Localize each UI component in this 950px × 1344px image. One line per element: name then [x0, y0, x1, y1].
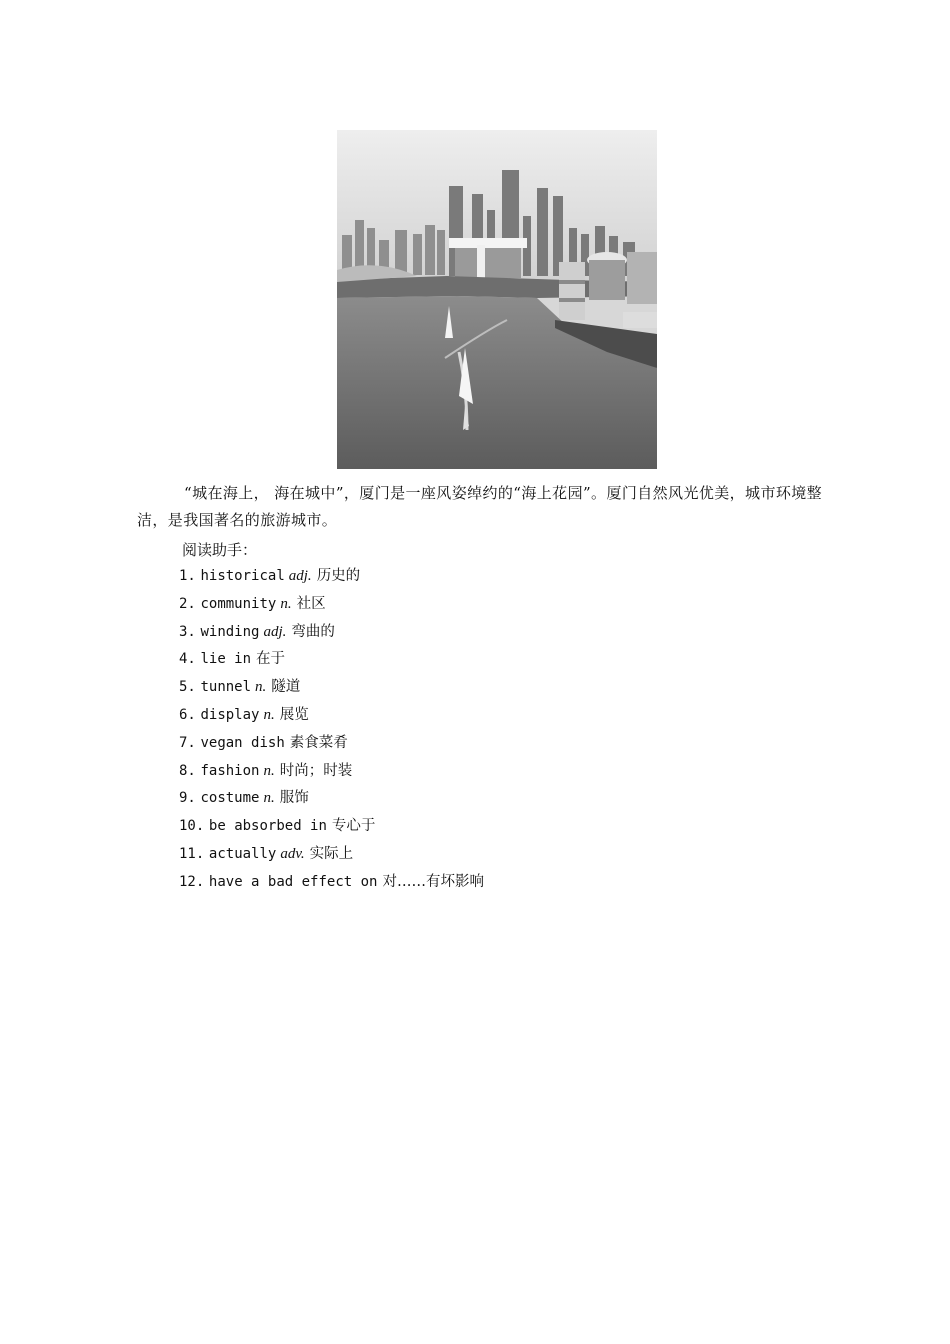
- vocab-term: community: [200, 595, 277, 612]
- intro-paragraph: “城在海上， 海在城中”，厦门是一座风姿绰约的“海上花园”。厦门自然风光优美，城市环境整洁，是我国著名的旅游城市。: [137, 484, 823, 529]
- vocab-item: [179, 619, 484, 647]
- vocab-number: 8.: [179, 762, 196, 779]
- vocab-number: 6.: [179, 706, 196, 723]
- vocab-meaning: 实际上: [309, 845, 354, 862]
- vocab-pos: adj.: [288, 568, 312, 584]
- vocab-number: 9.: [179, 790, 196, 807]
- vocab-item: [179, 674, 484, 702]
- vocab-pos: n.: [263, 762, 275, 779]
- vocab-meaning: 社区: [296, 595, 326, 612]
- vocab-number: 10.: [179, 818, 205, 835]
- vocab-number: 5.: [179, 679, 196, 696]
- vocab-item: [179, 758, 484, 786]
- vocab-term: costume: [200, 790, 260, 807]
- vocab-term: winding: [200, 623, 260, 640]
- vocab-item: [179, 869, 484, 897]
- city-harbor-photo: [337, 130, 657, 469]
- vocab-item: [179, 813, 484, 841]
- vocab-item: [179, 563, 484, 591]
- vocab-meaning: 展览: [279, 706, 309, 723]
- vocab-term: actually: [208, 845, 277, 862]
- vocab-number: 11.: [179, 845, 205, 862]
- vocab-term: have a bad effect on: [208, 873, 378, 890]
- vocab-meaning: 素食菜肴: [289, 734, 348, 751]
- vocab-number: 3.: [179, 623, 196, 640]
- vocab-item: [179, 785, 484, 813]
- vocab-meaning: 隧道: [271, 679, 301, 696]
- vocab-item: [179, 841, 484, 869]
- vocab-meaning: 专心于: [331, 818, 376, 835]
- vocab-item: [179, 646, 484, 674]
- vocab-number: 1.: [179, 568, 196, 584]
- vocab-meaning: 时尚；时装: [279, 762, 353, 779]
- vocab-item: [179, 730, 484, 758]
- vocab-pos: n.: [263, 790, 275, 807]
- vocab-term: vegan dish: [200, 734, 285, 751]
- vocab-meaning: 服饰: [279, 790, 309, 807]
- vocab-term: historical: [200, 568, 285, 584]
- vocab-term: lie in: [200, 651, 252, 668]
- vocab-pos: adv.: [280, 845, 305, 862]
- vocab-pos: n.: [255, 679, 267, 696]
- vocab-meaning: 弯曲的: [291, 623, 335, 640]
- vocab-item: [179, 591, 484, 619]
- vocab-number: 2.: [179, 595, 196, 612]
- vocab-number: 4.: [179, 651, 196, 668]
- vocab-term: be absorbed in: [208, 818, 327, 835]
- vocab-pos: adj.: [263, 623, 287, 640]
- reading-helper-title: 阅读助手：: [182, 541, 258, 559]
- vocab-number: 12.: [179, 873, 205, 890]
- vocab-meaning: 对……有坏影响: [382, 873, 484, 890]
- vocab-meaning: 历史的: [316, 568, 361, 584]
- vocab-term: display: [200, 706, 260, 723]
- vocab-pos: n.: [263, 706, 275, 723]
- vocab-pos: n.: [280, 595, 292, 612]
- vocab-list: [179, 563, 484, 897]
- vocab-item: [179, 702, 484, 730]
- vocab-number: 7.: [179, 734, 196, 751]
- vocab-meaning: 在于: [256, 651, 286, 668]
- vocab-term: fashion: [200, 762, 260, 779]
- vocab-term: tunnel: [200, 679, 252, 696]
